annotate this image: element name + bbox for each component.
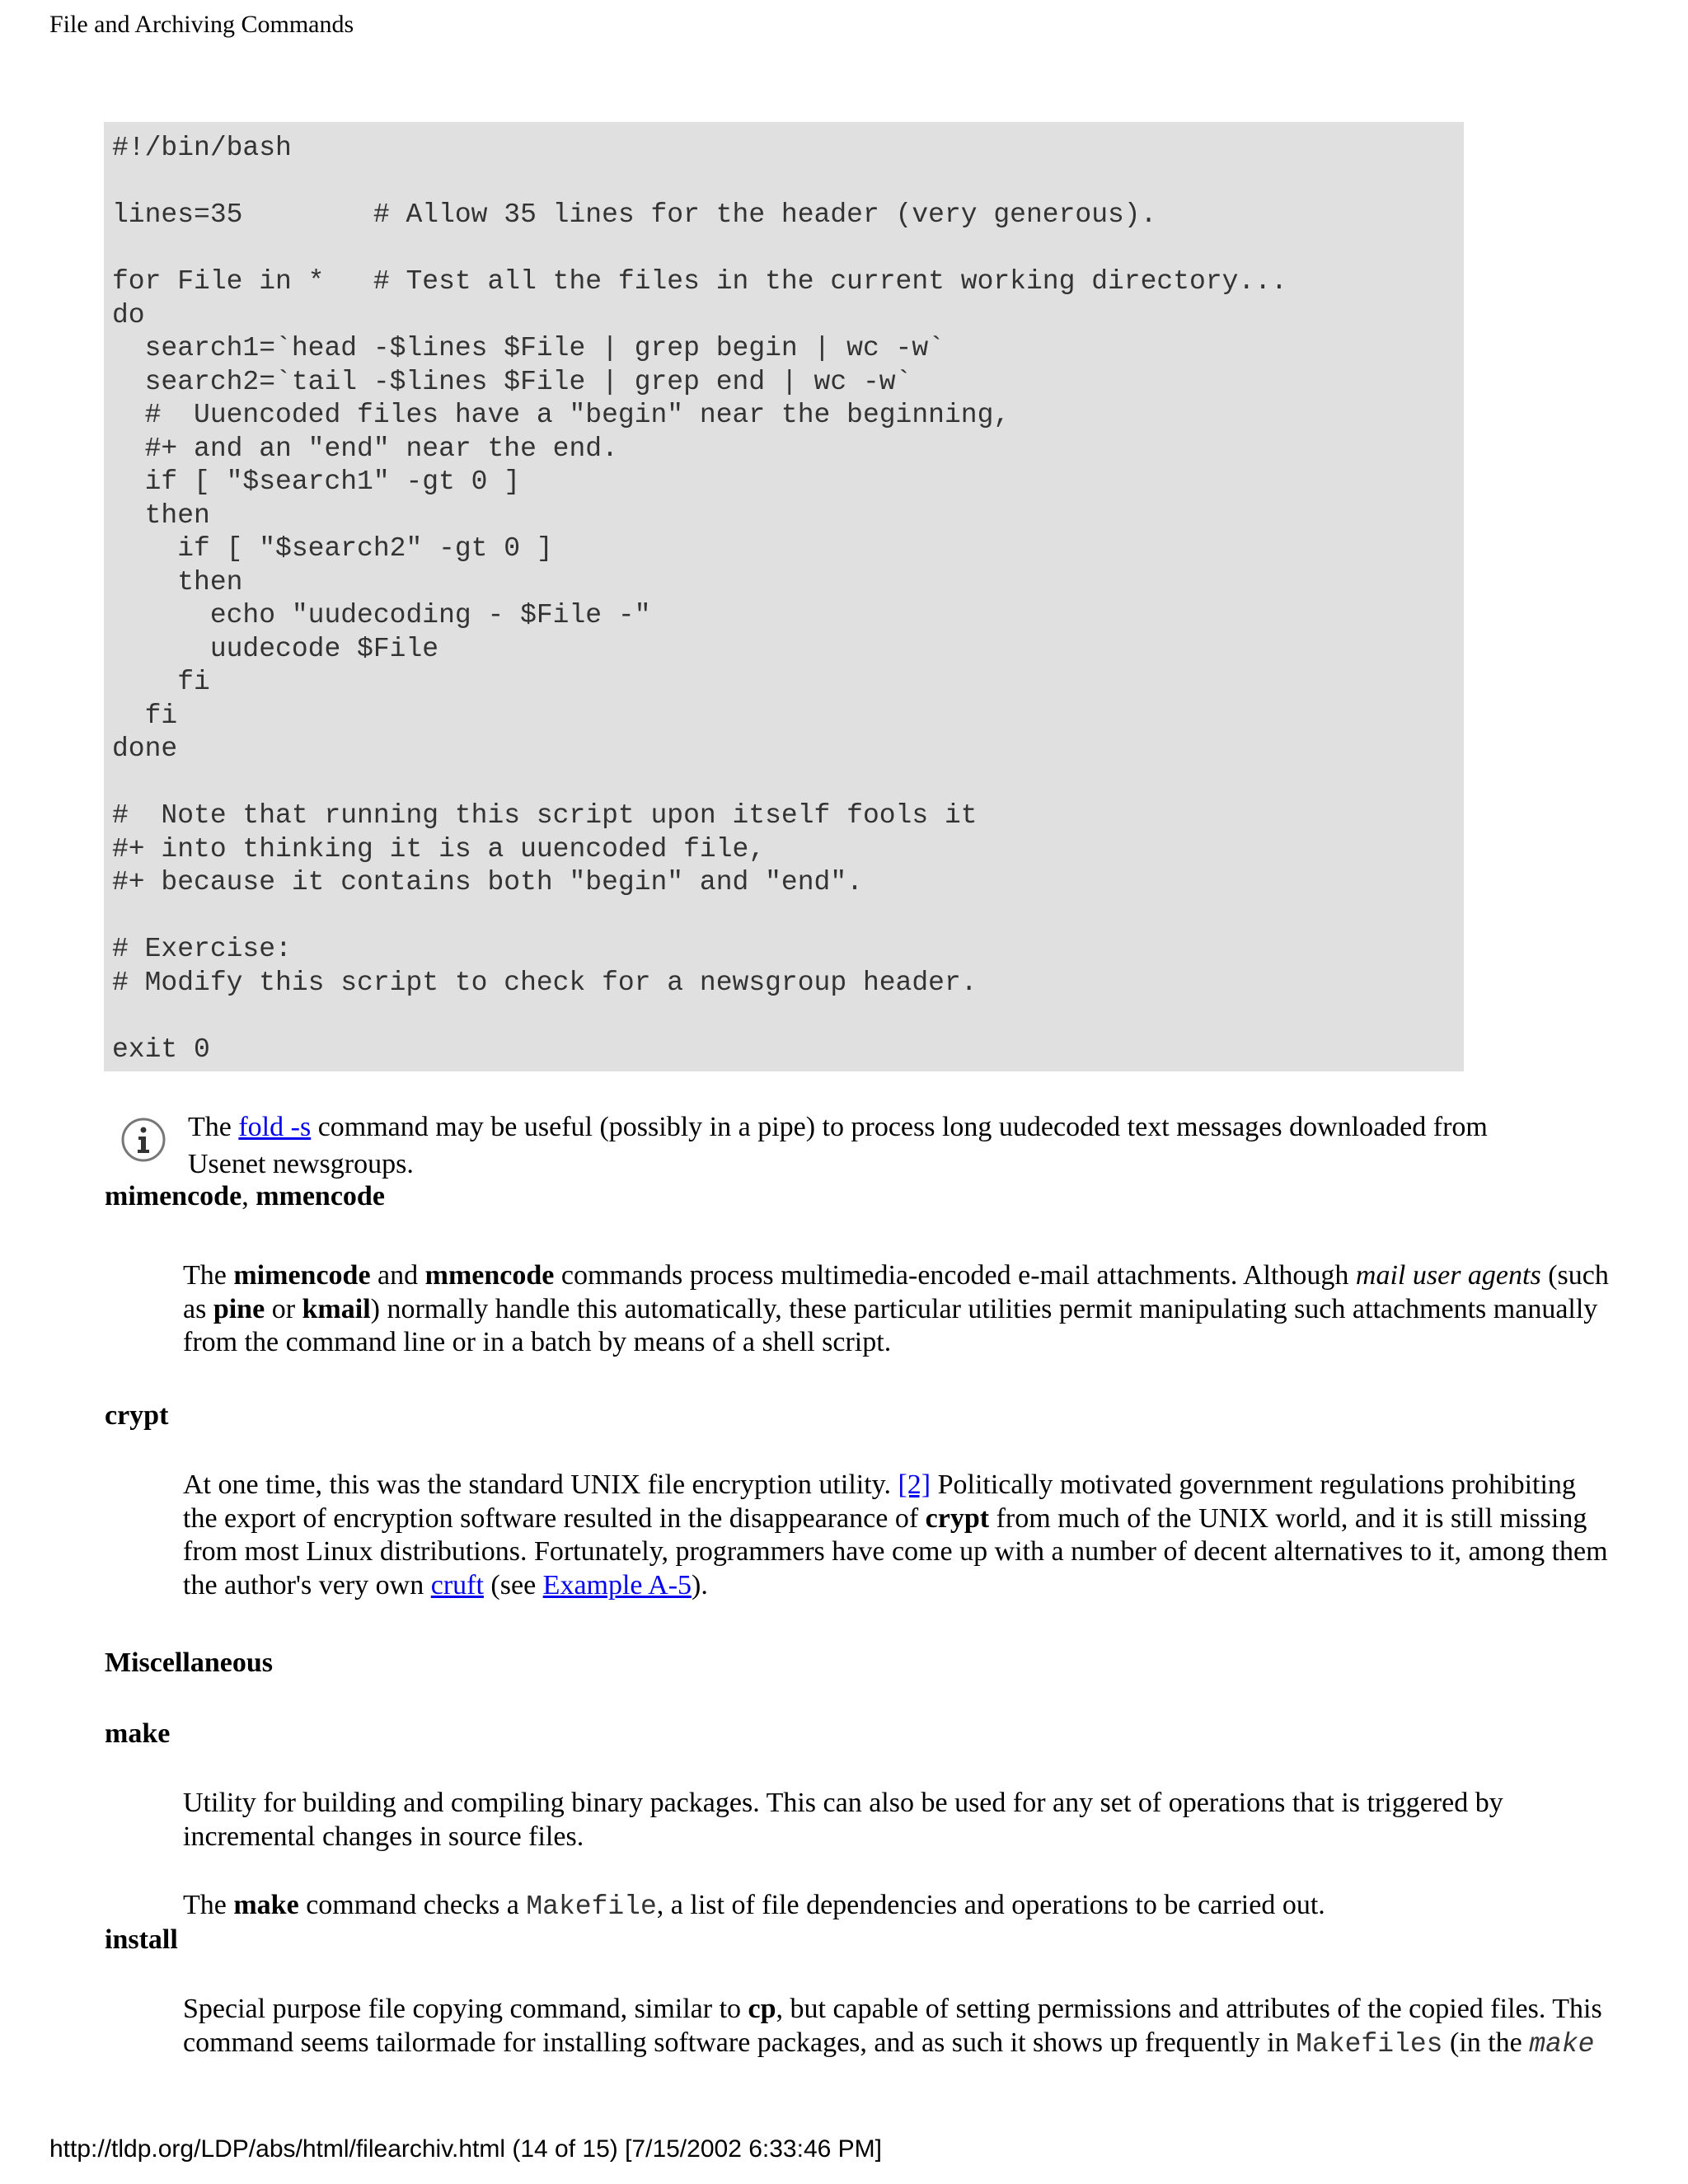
makefile-code: Makefile bbox=[526, 1891, 657, 1922]
page-footer: http://tldp.org/LDP/abs/html/filearchiv.html (14 of 15) [7/15/2002 6:33:46 PM] bbox=[49, 2135, 882, 2163]
info-icon bbox=[120, 1117, 166, 1163]
heading-miscellaneous: Miscellaneous bbox=[105, 1647, 273, 1678]
desc-crypt: At one time, this was the standard UNIX file encryption utility. [2] Politically motivated government regulations prohibiting the export of encryption software resulted in the disappearance of crypt from much of the UNIX world, and it is still missing from most Linux distributions. Fortunately, programmers have come up with a number of decent alternatives to it, among them the author's very own cruft (see Example A-5). bbox=[183, 1469, 1608, 1601]
desc-mimencode: The mimencode and mmencode commands process multimedia-encoded e-mail attachments. Although mail user agents (such as pine or kmail) normally handle this automatically, these particular utilities permit manipulating such attachments manually from the command line or in a batch by means of a shell script. bbox=[183, 1260, 1609, 1357]
fold-link[interactable]: fold -s bbox=[238, 1112, 312, 1142]
desc-make: Utility for building and compiling binary packages. This can also be used for any set of operations that is triggered by incremental changes in source files. bbox=[183, 1788, 1503, 1852]
example-a5-link[interactable]: Example A-5 bbox=[542, 1569, 692, 1601]
term-install: install bbox=[105, 1924, 178, 1955]
desc-install: Special purpose file copying command, similar to cp, but capable of setting permissions and attributes of the copied files. This command seems tailormade for installing software packages, and as such it shows up frequently in Makefiles (in the make bbox=[183, 1994, 1602, 2060]
code-listing: #!/bin/bash lines=35 # Allow 35 lines for the header (very generous). for File in * # Test all the files in the current working directory... do search1=`head -$lines $File | grep begin | wc -w` search2=`tail -$lines $File | grep end | wc -w` # Uuencoded files have a "begin" near the beginning, #+ and an "end" near the end. if [ "$search1" -gt 0 ] then if [ "$search2" -gt 0 ] then echo "uudecoding - $File -" uudecode $File fi fi done # Note that running this script upon itself fools it #+ into thinking it is a uuencoded file, #+ because it contains both "begin" and "end". # Exercise: # Modify this script to check for a newsgroup header. exit 0 bbox=[112, 133, 1287, 1065]
term-crypt: crypt bbox=[105, 1400, 169, 1431]
note-text: The fold -s command may be useful (possibly in a pipe) to process long uudecoded text messages downloaded from Usenet newsgroups. bbox=[188, 1112, 1488, 1179]
footnote-link[interactable]: [2] bbox=[898, 1469, 931, 1500]
cruft-link[interactable]: cruft bbox=[430, 1569, 484, 1601]
desc-make-2: The make command checks a Makefile, a list of file dependencies and operations to be carried out. bbox=[183, 1890, 1325, 1922]
code-block bbox=[104, 122, 1464, 1071]
term-make: make bbox=[105, 1718, 171, 1749]
term-mimencode: mimencode, mmencode bbox=[105, 1181, 385, 1212]
makefiles-code: Makefiles bbox=[1296, 2028, 1443, 2060]
make-code: make bbox=[1529, 2028, 1595, 2060]
running-header: File and Archiving Commands bbox=[49, 11, 354, 38]
